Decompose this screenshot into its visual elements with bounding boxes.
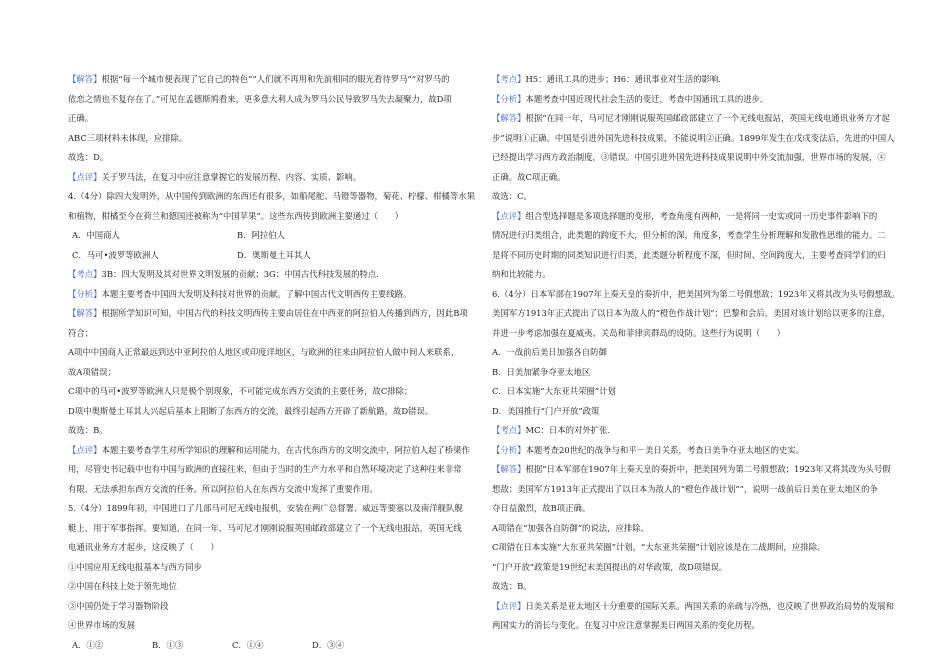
line-text: ④世界市场的发展	[68, 620, 135, 630]
text-line	[68, 597, 468, 617]
text-line	[68, 577, 468, 597]
line-text: 美国军方1913年正式提出了以日本为敌人的“橙色作战计划”；巴黎和会后，美国对该计划给以更多的注意，	[492, 308, 891, 318]
text-line	[68, 441, 468, 461]
text-line	[68, 480, 468, 500]
text-line	[68, 207, 468, 227]
line-text: ABC三项材料未体现，应排除。	[68, 132, 188, 143]
line-text: H5：通讯工具的进步；H6：通讯事业对生活的影响.	[525, 74, 721, 84]
line-text: “门户开放”政策是19世纪末美国提出的对华政策，故D项错误。	[492, 561, 728, 572]
section-tag: 【考点】	[492, 425, 526, 435]
line-text: 本题主要考查中国四大发明及科技对世界的贡献。了解中国古代文明西传主要线路。	[101, 288, 412, 299]
section-tag: 【点评】	[68, 444, 102, 455]
line-text: MC：日本的对外扩张.	[525, 425, 611, 435]
section-tag: 【考点】	[492, 74, 526, 84]
line-text: 故A项错误；	[68, 366, 116, 377]
text-line	[492, 226, 910, 246]
text-line	[492, 148, 910, 168]
line-text: 5.（4分）1899年初，中国进口了几部马可尼无线电报机，安装在两广总督署、威远等要塞以及南洋舰队舰	[68, 503, 463, 513]
section-tag: 【解答】	[492, 113, 526, 123]
line-text: 关于罗马法，在复习中应注意掌握它的发展历程、内容、实质、影响。	[101, 171, 362, 182]
text-line	[492, 304, 910, 324]
line-text: 日美关系是亚太地区十分重要的国际关系。两国关系的亲疏与冷热，也反映了世界政治局势的发展和	[525, 600, 894, 611]
text-line	[492, 363, 910, 383]
text-line	[68, 538, 468, 558]
line-text: 两国实力的消长与变化。在复习中应注意掌握美日两国关系的变化历程。	[492, 620, 760, 630]
answer-option: C．①④	[232, 639, 264, 650]
line-text: 纳和比较能力。	[492, 269, 551, 279]
section-tag: 【点评】	[68, 171, 102, 182]
text-line	[492, 577, 910, 597]
line-text: 夺日益激烈，故B项正确。	[492, 503, 591, 513]
line-text: 本题考查中国近现代社会生活的变迁，考查中国通讯工具的进步。	[525, 93, 769, 104]
line-text: A项错在“加强各自防御”的说法，应排除。	[492, 522, 649, 533]
line-text: 电通讯业务方才起步，这反映了（ ）	[68, 542, 219, 552]
text-line	[492, 90, 910, 110]
option-row	[68, 246, 468, 266]
section-tag: 【解答】	[68, 74, 102, 84]
line-text: D．美国推行“门户开放”政策	[492, 405, 600, 416]
text-line	[68, 460, 468, 480]
text-line	[68, 129, 468, 149]
text-line	[68, 168, 468, 188]
text-line	[492, 324, 910, 344]
section-tag: 【解答】	[68, 308, 102, 318]
line-text: 6.（4分）日本军部在1907年上奏天皇的奏折中，把美国列为第二号假想敌；1923年又将其改为头号假想敌。	[492, 288, 900, 299]
text-line	[492, 616, 910, 636]
text-line	[492, 246, 910, 266]
line-text: 本题主要考查学生对所学知识的理解和运用能力，在古代东西方的文明交流中，阿拉伯人起了桥梁作	[101, 444, 470, 455]
line-text: A．一战前后美日加强各自防御	[492, 347, 607, 357]
text-line	[492, 519, 910, 539]
text-line	[492, 285, 910, 305]
text-line	[492, 343, 910, 363]
answer-option: D．奥斯曼土耳其人	[237, 249, 311, 260]
line-text: 本题考查20世纪的战争与和平－美日关系，考查日美争夺亚太地区的史实。	[525, 444, 805, 455]
line-text: C项中的马可•波罗等欧洲人只是极个别现象，不可能完成东西方交流的主要任务，故C排除；	[68, 386, 413, 396]
text-line	[68, 519, 468, 539]
text-line	[492, 558, 910, 578]
line-text: 并进一步考虑加强在夏威夷、关岛和菲律宾群岛的设防。这些行为说明（ ）	[492, 327, 786, 338]
line-text: 根据“日本军部在1907年上奏天皇的奏折中，把美国列为第二号假想敌；1923年又将其改为头号假	[525, 464, 891, 474]
line-text: 和植物，柑橘至今在荷兰和德国还被称为“中国苹果”。这些东西传到欧洲主要通过（ ）	[68, 210, 404, 221]
line-text: 故选：B。	[492, 581, 532, 591]
text-line	[68, 382, 468, 402]
line-text: 是将不同历史时期的同类知识进行归类，此类题分析程度不深，但时间、空间跨度大，主要考查同学们的归	[492, 249, 886, 260]
line-text: 根据所学知识可知，中国古代的科技文明西传主要由居住在中西亚的阿拉伯人传播到西方，因此B项	[101, 308, 468, 318]
text-line	[492, 109, 910, 129]
answer-option: A．中国商人	[72, 230, 120, 240]
section-tag: 【解答】	[492, 464, 526, 474]
text-line	[68, 343, 468, 363]
line-text: D项中奥斯曼土耳其人兴起后基本上阻断了东西方的交流，最终引起西方开辟了新航路，故D错误。	[68, 405, 434, 416]
line-text: 符合；	[68, 327, 94, 338]
text-line	[68, 324, 468, 344]
line-text: ②中国在科技上处于领先地位	[68, 581, 177, 591]
line-text: 用，尽管史书记载中也有中国与欧洲的直接往来，但由于当时的生产力水平和自然环境决定了这种往来非常	[68, 464, 462, 474]
line-text: C项错在日本实施“大东亚共荣圈”计划，“大东亚共荣圈”计划应该是在二战期间，应排除。	[492, 542, 826, 552]
answer-option: B．阿拉伯人	[237, 230, 286, 240]
option-row	[68, 226, 468, 246]
text-line	[68, 90, 468, 110]
line-text: 根据“每一个城市便表现了它自己的特色”“人们就不再用和先前相同的眼光看待罗马”“对罗马的	[101, 74, 450, 84]
text-line	[492, 460, 910, 480]
text-line	[68, 558, 468, 578]
section-tag: 【分析】	[68, 288, 102, 299]
text-line	[68, 187, 475, 207]
text-line	[492, 187, 910, 207]
section-tag: 【分析】	[492, 444, 526, 455]
text-line	[68, 70, 468, 90]
section-tag: 【点评】	[492, 210, 526, 221]
text-line	[492, 129, 910, 149]
answer-option: A．①②	[72, 639, 104, 650]
line-text: B．日美加紧争夺亚太地区	[492, 366, 591, 377]
line-text: 想敌；美国军方1913年正式提出了以日本为敌人的“橙色作战计划””，说明一战前后日美在亚太地区的争	[492, 483, 878, 494]
text-line	[492, 421, 910, 441]
text-line	[492, 499, 910, 519]
text-line	[68, 285, 468, 305]
line-text: 步”说明①正确。中国是引进外国先进科技成果，不能说明②正确。1899年发生在戊戌变法后，先进的中国人	[492, 132, 895, 143]
text-line	[68, 148, 468, 168]
section-tag: 【分析】	[492, 93, 526, 104]
text-line	[492, 265, 910, 285]
line-text: 故选：C。	[492, 191, 532, 201]
text-line	[68, 363, 468, 383]
line-text: 组合型选择题是多项选择题的变形，考查角度有两种，一是将同一史实或同一历史事件影响下的	[525, 210, 878, 221]
text-line	[68, 499, 468, 519]
line-text: 情况进行归类组合，此类题的跨度不大，但分析的深，角度多，考查学生分析理解和发散性思维的能力。二	[492, 230, 886, 240]
line-text: 3B：四大发明及其对世界文明发展的贡献；3G：中国古代科技发展的特点.	[101, 269, 379, 279]
text-line	[492, 402, 910, 422]
line-text: 故选：D。	[68, 152, 109, 162]
answer-option: B．①③	[152, 639, 184, 650]
right-column	[492, 70, 910, 636]
line-text: A项中中国商人正常最远到达中亚阿拉伯人地区或印度洋地区，与欧洲的往来由阿拉伯人做中间人来联系，	[68, 347, 460, 357]
text-line	[68, 421, 468, 441]
section-tag: 【点评】	[492, 600, 526, 611]
line-text: ③中国仍处于学习器物阶段	[68, 600, 169, 611]
line-text: C．日本实施“大东亚共荣圈”计划	[492, 386, 616, 396]
option-row	[68, 636, 468, 656]
left-column	[68, 70, 475, 655]
line-text: 根据“在同一年，马可尼才刚刚说服英国邮政部建立了一个无线电报站，英国无线电通讯业务方才起	[525, 113, 890, 123]
text-line	[492, 168, 910, 188]
line-text: 依恋之情也不复存在了。”可见在孟德斯鸠看来，更多意大利人成为罗马公民导致罗马失去凝聚力，故D项	[68, 93, 452, 104]
line-text: 4.（4分）除四大发明外，从中国传到欧洲的东西还有很多，如船尾舵、马镫等器物，菊花、柠檬、柑橘等水果	[68, 191, 475, 201]
text-line	[492, 441, 910, 461]
line-text: 艇上，用于军事指挥。要知道，在同一年，马可尼才刚刚说服英国邮政部建立了一个无线电报站，英国无线	[68, 522, 462, 533]
answer-option: D．③④	[312, 639, 344, 650]
text-line	[68, 265, 468, 285]
section-tag: 【考点】	[68, 269, 102, 279]
line-text: 已经提出学习西方政治制度，③错误。中国引进外国先进科技成果说明中外交流加强，世界市场的发展，④	[492, 152, 886, 162]
text-line	[68, 304, 468, 324]
text-line	[68, 109, 468, 129]
text-line	[68, 616, 468, 636]
line-text: 正确。故C项正确。	[492, 171, 566, 182]
text-line	[492, 538, 910, 558]
line-text: 有限，无法承担东西方交流的任务。所以阿拉伯人在东西方交流中发挥了重要作用。	[68, 483, 378, 494]
text-line	[492, 597, 910, 617]
line-text: 故选：B。	[68, 425, 108, 435]
text-line	[492, 382, 910, 402]
answer-option: C．马可•波罗等欧洲人	[72, 249, 159, 260]
line-text: 正确。	[68, 113, 94, 123]
line-text: ①中国应用无线电报基本与西方同步	[68, 561, 202, 572]
text-line	[492, 480, 910, 500]
text-line	[492, 70, 910, 90]
text-line	[492, 207, 910, 227]
text-line	[68, 402, 468, 422]
